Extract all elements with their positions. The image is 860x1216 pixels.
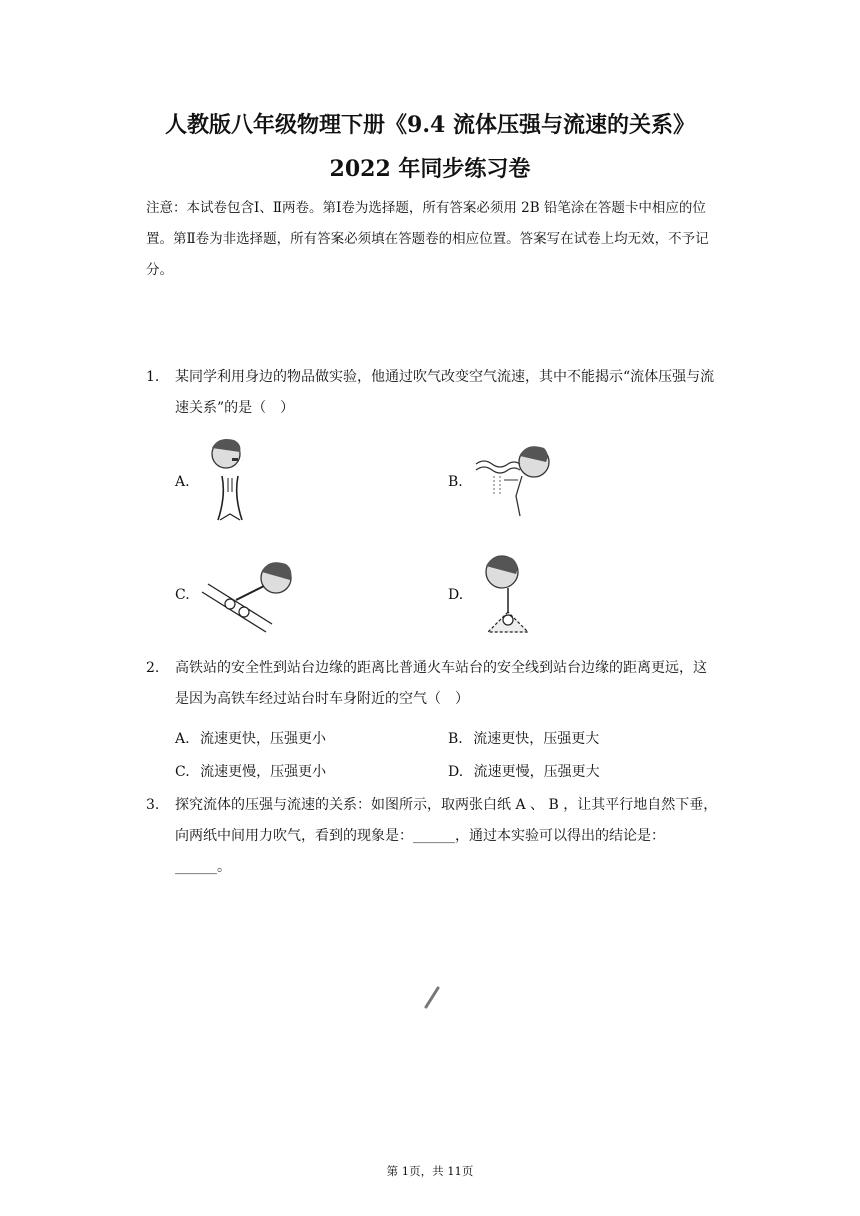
figure-straw-icon (423, 984, 441, 1010)
page-subtitle: 2022 年同步练习卷 (329, 156, 531, 182)
option-label: C. (175, 764, 190, 780)
question-2-text: 高铁站的安全性到站台边缘的距离比普通火车站台的安全线到站台边缘的距离更远，这是因为高铁车经过站台时车身附近的空气（ ） (175, 660, 707, 707)
question-2-option-d (448, 761, 600, 781)
question-2-number: 2. (146, 660, 160, 676)
figure-blow-ball-in-funnel-tube (200, 556, 300, 634)
question-1-option-c-label: C. (175, 587, 190, 603)
option-text: 流速更慢，压强更大 (473, 764, 600, 780)
option-text: 流速更慢，压强更小 (200, 764, 327, 780)
option-label: D. (448, 764, 464, 780)
option-label: B. (448, 731, 463, 747)
question-1-option-d-label: D. (448, 587, 464, 603)
figure-blow-over-paper-strip (474, 436, 554, 518)
figure-blow-between-papers (200, 436, 260, 528)
question-2-option-c (175, 761, 326, 781)
option-text: 流速更快，压强更小 (200, 731, 327, 747)
option-text: 流速更快，压强更大 (473, 731, 600, 747)
question-2-option-a (175, 728, 326, 748)
question-3-number: 3. (146, 797, 160, 813)
question-3-text: 探究流体的压强与流速的关系：如图所示，取两张白纸 A 、 B ，让其平行地自然下垂，向两纸中间用力吹气，看到的现象是：______，通过本实验可以得出的结论是：______。 (175, 797, 718, 875)
question-1-number: 1. (146, 369, 160, 385)
option-label: A. (175, 731, 190, 747)
question-1-text: 某同学利用身边的物品做实验，他通过吹气改变空气流速，其中不能揭示“流体压强与流速关系”的是（ ） (175, 369, 715, 416)
question-1-option-b-label: B. (448, 474, 463, 490)
page-footer: 第 1页，共 11页 (386, 1164, 474, 1178)
figure-blow-ping-pong-in-funnel (474, 550, 534, 640)
exam-notice: 注意：本试卷包含Ⅰ、Ⅱ两卷。第Ⅰ卷为选择题，所有答案必须用 2B 铅笔涂在答题卡中相应的位置。第Ⅱ卷为非选择题，所有答案必须填在答题卷的相应位置。答案写在试卷上均无效，不予记分。 (146, 200, 709, 278)
page-title: 人教版八年级物理下册《9.4 流体压强与流速的关系》 (165, 112, 695, 138)
question-1-option-a-label: A. (175, 474, 190, 490)
question-2-option-b (448, 728, 599, 748)
